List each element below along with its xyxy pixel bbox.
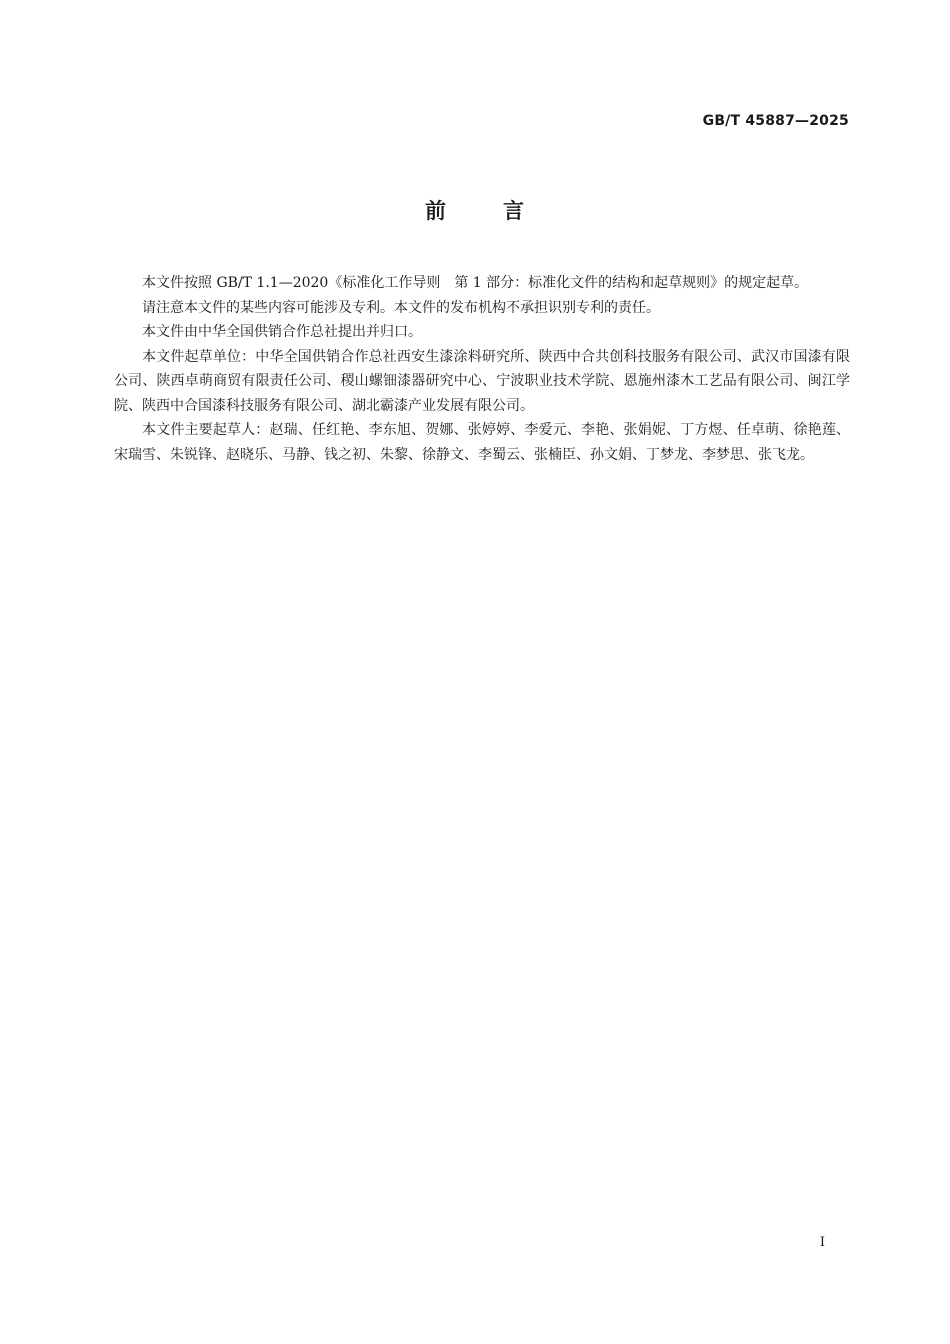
paragraph-drafters: 本文件主要起草人：赵瑞、任红艳、李东旭、贺娜、张婷婷、李爱元、李艳、张娟妮、丁方煜、任卓萌、徐艳莲、宋瑞雪、朱锐锋、赵晓乐、马静、钱之初、朱黎、徐静文、李蜀云、张楠臣、孙文娟、丁梦龙、李梦思、张飞龙。 <box>114 422 850 463</box>
paragraph-patent-notice: 请注意本文件的某些内容可能涉及专利。本文件的发布机构不承担识别专利的责任。 <box>142 299 660 316</box>
section-title <box>0 195 950 225</box>
title-char-1: 前 <box>425 199 447 223</box>
foreword-body <box>114 271 850 467</box>
paragraph-drafting-rules: 本文件按照 GB/T 1.1—2020《标准化工作导则 第 1 部分：标准化文件的结构和起草规则》的规定起草。 <box>142 275 809 291</box>
page-number: I <box>819 1235 825 1250</box>
standard-number: GB/T 45887—2025 <box>702 113 849 129</box>
paragraph-drafting-units: 本文件起草单位：中华全国供销合作总社西安生漆涂料研究所、陕西中合共创科技服务有限公司、武汉市国漆有限公司、陕西卓萌商贸有限责任公司、稷山螺钿漆器研究中心、宁波职业技术学院、恩施州漆木工艺品有限公司、闽江学院、陕西中合国漆科技服务有限公司、湖北霸漆产业发展有限公司。 <box>114 348 850 414</box>
title-char-2: 言 <box>503 199 525 223</box>
paragraph-proposer: 本文件由中华全国供销合作总社提出并归口。 <box>142 324 422 340</box>
